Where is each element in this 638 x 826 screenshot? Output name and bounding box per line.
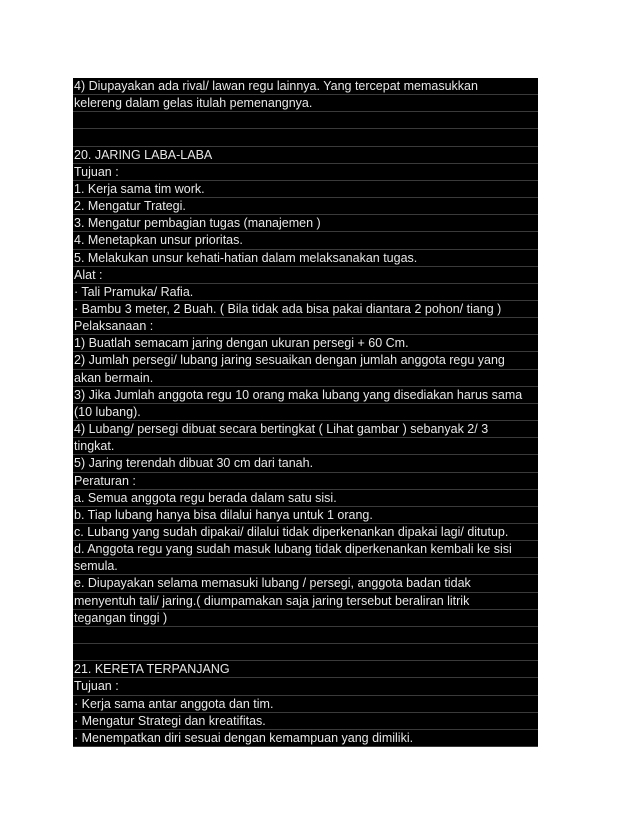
text-line: e. Diupayakan selama memasuki lubang / persegi, anggota badan tidak [73,575,538,592]
text-line: 1. Kerja sama tim work. [73,181,538,198]
text-line: (10 lubang). [73,404,538,421]
text-line: 5) Jaring terendah dibuat 30 cm dari tanah. [73,455,538,472]
text-line: Alat : [73,267,538,284]
text-line: · Kerja sama antar anggota dan tim. [73,696,538,713]
text-line: akan bermain. [73,370,538,387]
text-line: d. Anggota regu yang sudah masuk lubang tidak diperkenankan kembali ke sisi [73,541,538,558]
text-line: kelereng dalam gelas itulah pemenangnya. [73,95,538,112]
text-line: tingkat. [73,438,538,455]
text-line: 5. Melakukan unsur kehati-hatian dalam melaksanakan tugas. [73,250,538,267]
text-line: semula. [73,558,538,575]
text-line: menyentuh tali/ jaring.( diumpamakan saja jaring tersebut beraliran litrik [73,593,538,610]
text-line: 3) Jika Jumlah anggota regu 10 orang maka lubang yang disediakan harus sama [73,387,538,404]
text-line: c. Lubang yang sudah dipakai/ dilalui tidak diperkenankan dipakai lagi/ ditutup. [73,524,538,541]
text-line: b. Tiap lubang hanya bisa dilalui hanya untuk 1 orang. [73,507,538,524]
text-line: Tujuan : [73,164,538,181]
text-line: 20. JARING LABA-LABA [73,147,538,164]
document-page [73,78,538,747]
text-line: · Menempatkan diri sesuai dengan kemampuan yang dimiliki. [73,730,538,747]
text-line: 21. KERETA TERPANJANG [73,661,538,678]
text-line: tegangan tinggi ) [73,610,538,627]
text-line: 2. Mengatur Trategi. [73,198,538,215]
text-line: 2) Jumlah persegi/ lubang jaring sesuaikan dengan jumlah anggota regu yang [73,352,538,369]
text-line: 4. Menetapkan unsur prioritas. [73,232,538,249]
text-line [73,627,538,644]
text-line: 4) Diupayakan ada rival/ lawan regu lainnya. Yang tercepat memasukkan [73,78,538,95]
text-line: · Tali Pramuka/ Rafia. [73,284,538,301]
text-line: Tujuan : [73,678,538,695]
text-line: 4) Lubang/ persegi dibuat secara bertingkat ( Lihat gambar ) sebanyak 2/ 3 [73,421,538,438]
text-line: a. Semua anggota regu berada dalam satu sisi. [73,490,538,507]
text-line: · Bambu 3 meter, 2 Buah. ( Bila tidak ada bisa pakai diantara 2 pohon/ tiang ) [73,301,538,318]
text-line: Peraturan : [73,473,538,490]
text-line [73,112,538,129]
text-line: 3. Mengatur pembagian tugas (manajemen ) [73,215,538,232]
text-line: Pelaksanaan : [73,318,538,335]
text-line [73,129,538,146]
text-line: · Mengatur Strategi dan kreatifitas. [73,713,538,730]
text-line [73,644,538,661]
text-line: 1) Buatlah semacam jaring dengan ukuran persegi + 60 Cm. [73,335,538,352]
